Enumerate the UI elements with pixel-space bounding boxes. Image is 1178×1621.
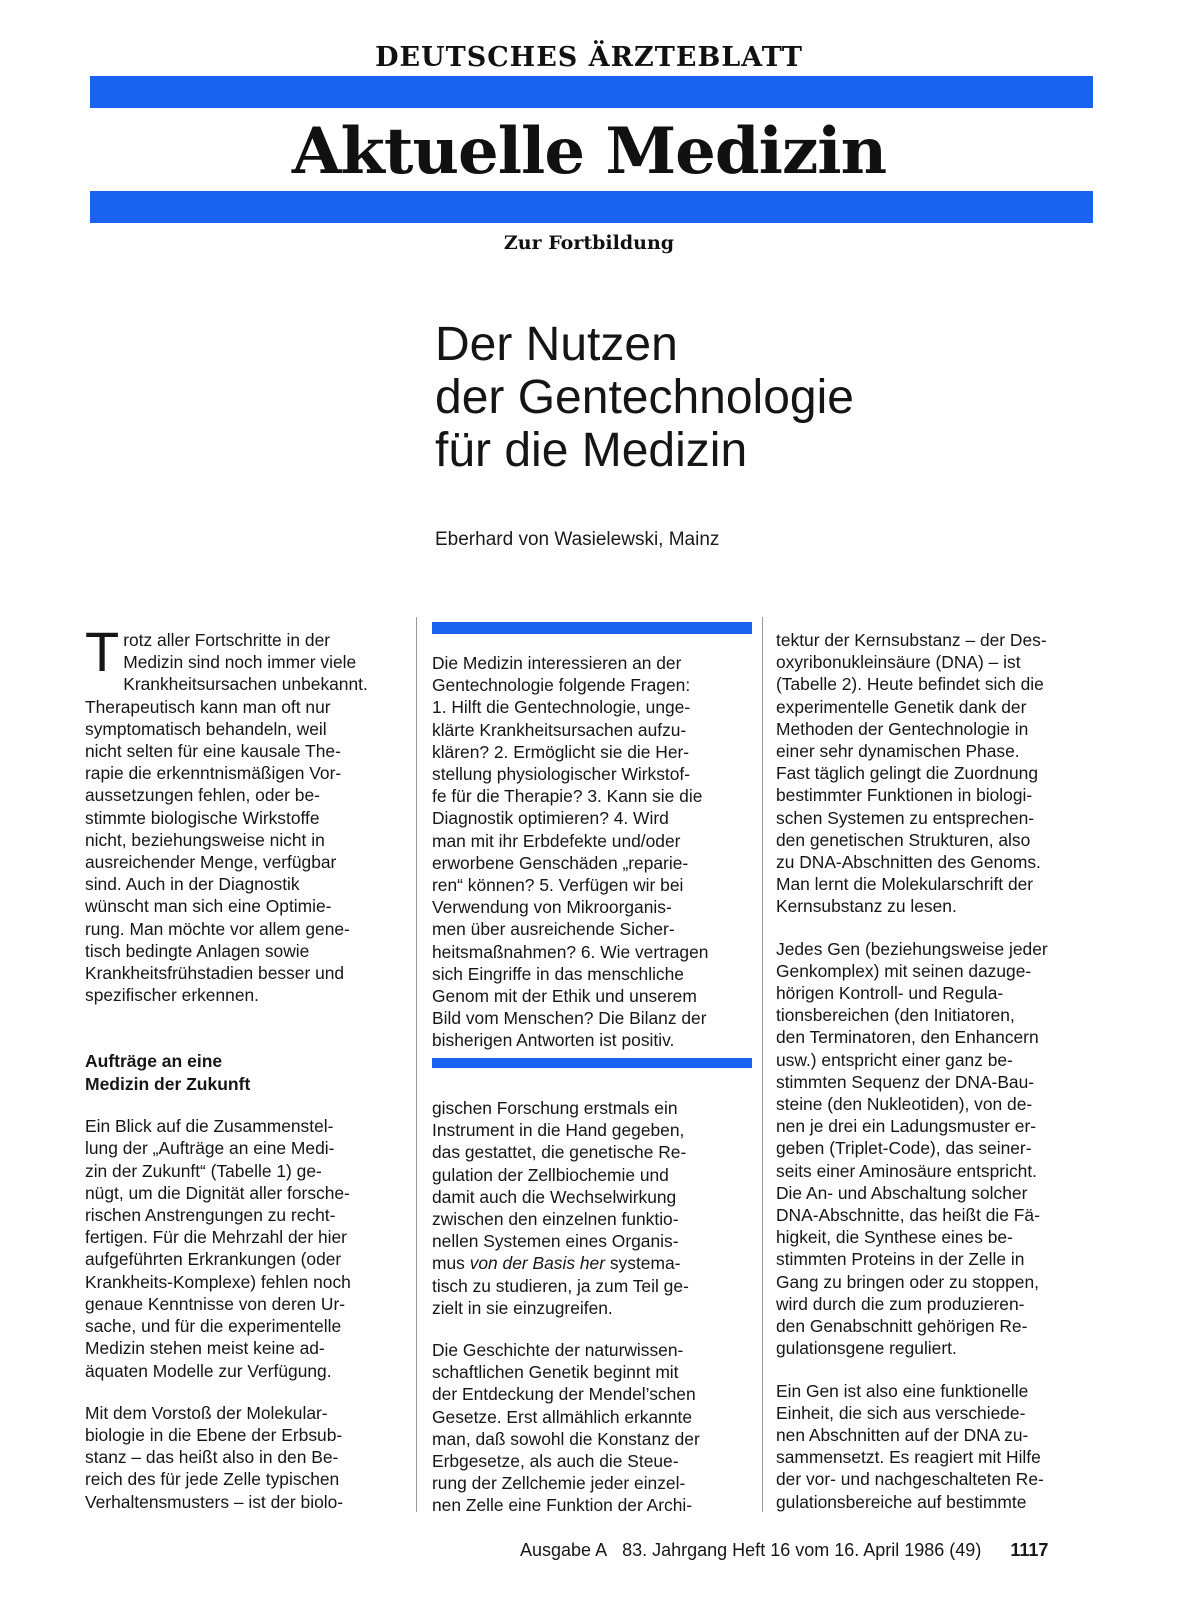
- text-line: Therapeutisch kann man oft nur: [85, 696, 331, 717]
- text-line: Jedes Gen (beziehungsweise jeder: [776, 938, 1048, 959]
- text-line: sammensetzt. Es reagiert mit Hilfe: [776, 1447, 1041, 1468]
- text-line: sache, und für die experimentelle: [85, 1316, 342, 1337]
- text-line: das gestattet, die genetische Re-: [432, 1142, 687, 1163]
- text-line: zwischen den einzelnen funktio-: [432, 1209, 679, 1230]
- text-line: nen je drei ein Ladungsmuster er-: [776, 1116, 1037, 1137]
- text-line: Instrument in die Hand gegeben,: [432, 1120, 685, 1141]
- text-line: usw.) entspricht einer ganz be-: [776, 1049, 1013, 1070]
- text-line: nicht selten für eine kausale The-: [85, 741, 341, 762]
- text-line: Einheit, die sich aus verschiede-: [776, 1402, 1026, 1423]
- text-line: Verhaltensmusters – ist der biolo-: [85, 1491, 344, 1512]
- headline-line: Der Nutzen: [435, 318, 678, 371]
- text-line: stimmten Proteins in der Zelle in: [776, 1249, 1025, 1270]
- text-line: Verwendung von Mikroorganis-: [432, 897, 672, 918]
- text-line: damit auch die Wechselwirkung: [432, 1186, 677, 1207]
- text-line: nügt, um die Dignität aller forsche-: [85, 1182, 350, 1203]
- text-line: tisch zu studieren, ja zum Teil ge-: [432, 1275, 689, 1296]
- text-line: Krankheitsursachen unbekannt.: [123, 674, 368, 695]
- text-line: stimmte biologische Wirkstoffe: [85, 807, 320, 828]
- column-1: [85, 620, 403, 1513]
- text-line: Diagnostik optimieren? 4. Wird: [432, 808, 669, 829]
- text-line: klärte Krankheitsursachen aufzu-: [432, 719, 687, 740]
- text-line: symptomatisch behandeln, weil: [85, 718, 327, 739]
- page-number: 1117: [1010, 1540, 1049, 1560]
- text-line: nicht, beziehungsweise nicht in: [85, 829, 325, 850]
- text-line: biologie in die Ebene der Erbsub-: [85, 1424, 343, 1445]
- text-line: Ein Blick auf die Zusammenstel-: [85, 1116, 334, 1137]
- text-line: Gang zu bringen oder zu stoppen,: [776, 1271, 1039, 1292]
- text-line: aussetzungen fehlen, oder be-: [85, 785, 320, 806]
- paragraph: [776, 938, 1097, 1360]
- column-3: [776, 629, 1097, 1513]
- text-line: spezifischer erkennen.: [85, 985, 259, 1006]
- paragraph: [85, 1402, 403, 1513]
- text-line: Mit dem Vorstoß der Molekular-: [85, 1402, 328, 1423]
- text-line: lung der „Aufträge an eine Medi-: [85, 1138, 335, 1159]
- text-line: stanz – das heißt also in den Be-: [85, 1447, 339, 1468]
- text-line: klären? 2. Ermöglicht sie die Her-: [432, 741, 690, 762]
- text-line: der Entdeckung der Mendel’schen: [432, 1384, 696, 1405]
- text-line: schen Systemen zu entsprechen-: [776, 807, 1035, 828]
- text-line: bestimmter Funktionen in biologi-: [776, 785, 1033, 806]
- text-line: tionsbereichen (den Initiatoren,: [776, 1005, 1015, 1026]
- text-line: genaue Kenntnisse von deren Ur-: [85, 1293, 346, 1314]
- text-line: gulationsgene reguliert.: [776, 1338, 957, 1359]
- text-line: hörigen Kontroll- und Regula-: [776, 983, 1004, 1004]
- text-line: erworbene Genschäden „reparie-: [432, 852, 689, 873]
- text-line: Kernsubstanz zu lesen.: [776, 896, 957, 917]
- text-line: higkeit, die Synthese eines be-: [776, 1227, 1013, 1248]
- text-line: men über ausreichende Sicher-: [432, 919, 675, 940]
- text-line: DNA-Abschnitte, das heißt die Fä-: [776, 1205, 1040, 1226]
- text-line: rischen Anstrengungen zu recht-: [85, 1205, 336, 1226]
- kicker: Zur Fortbildung: [503, 232, 675, 254]
- headline-line: für die Medizin: [435, 424, 748, 477]
- text-line: Gesetze. Erst allmählich erkannte: [432, 1406, 693, 1427]
- text-line: seits einer Aminosäure entspricht.: [776, 1160, 1037, 1181]
- text-line: stellung physiologischer Wirkstof-: [432, 764, 691, 785]
- text-line: den genetischen Strukturen, also: [776, 829, 1031, 850]
- paragraph: [85, 1115, 403, 1381]
- text-line: Medizin sind noch immer viele: [123, 652, 357, 673]
- text-line: Fast täglich gelingt die Zuordnung: [776, 763, 1038, 784]
- text-line: nellen Systemen eines Organis-: [432, 1231, 679, 1252]
- column-divider: [416, 617, 417, 1512]
- subheading-line: Medizin der Zukunft: [85, 1073, 251, 1094]
- text-fragment: mus: [432, 1253, 470, 1274]
- intro-paragraph: [85, 620, 403, 1006]
- text-line: wünscht man sich eine Optimie-: [85, 896, 332, 917]
- text-line: tisch bedingte Anlagen sowie: [85, 940, 310, 961]
- text-line: tektur der Kernsubstanz – der Des-: [776, 630, 1047, 650]
- box-text: [432, 652, 751, 1052]
- headline-line: der Gentechnologie: [435, 371, 854, 424]
- text-line: man, daß sowohl die Konstanz der: [432, 1428, 700, 1449]
- text-line: zin der Zukunft“ (Tabelle 1) ge-: [85, 1160, 322, 1181]
- column-2: [432, 1097, 751, 1517]
- text-line: Bild vom Menschen? Die Bilanz der: [432, 1008, 707, 1029]
- author-byline: Eberhard von Wasielewski, Mainz: [435, 529, 720, 550]
- text-line: sich Eingriffe in das menschliche: [432, 963, 684, 984]
- text-line: einer sehr dynamischen Phase.: [776, 741, 1020, 762]
- text-line: man mit ihr Erbdefekte und/oder: [432, 830, 681, 851]
- text-line: geben (Triplet-Code), das seiner-: [776, 1138, 1032, 1159]
- text-line: rung der Zellchemie jeder einzel-: [432, 1473, 686, 1494]
- text-line: zielt in sie einzugreifen.: [432, 1297, 613, 1318]
- text-line: Die Geschichte der naturwissen-: [432, 1340, 684, 1361]
- text-line: Methoden der Gentechnologie in: [776, 718, 1029, 739]
- text-line: bisherigen Antworten ist positiv.: [432, 1030, 675, 1051]
- text-line: Die Medizin interessieren an der: [432, 653, 682, 673]
- header-bar-bottom: [90, 191, 1093, 223]
- paragraph: [432, 1097, 751, 1252]
- text-line: ausreichender Menge, verfügbar: [85, 852, 337, 873]
- text-line: den Genabschnitt gehörigen Re-: [776, 1316, 1028, 1337]
- header-bar-top: [90, 76, 1093, 108]
- text-line: zu DNA-Abschnitten des Genoms.: [776, 852, 1041, 873]
- text-line: der vor- und nachgeschalteten Re-: [776, 1469, 1044, 1490]
- column-divider: [762, 617, 763, 1512]
- headline: [435, 318, 1075, 477]
- edition: Ausgabe A: [520, 1540, 608, 1560]
- text-line: äquaten Modelle zur Verfügung.: [85, 1360, 332, 1381]
- footer: [520, 1540, 1058, 1561]
- text-line: gulation der Zellbiochemie und: [432, 1164, 669, 1185]
- text-line: 1. Hilft die Gentechnologie, unge-: [432, 697, 691, 718]
- text-line: Gentechnologie folgende Fragen:: [432, 675, 691, 696]
- text-line: heitsmaßnahmen? 6. Wie vertragen: [432, 941, 709, 962]
- text-line: Medizin stehen meist keine ad-: [85, 1338, 325, 1359]
- italic-phrase: von der Basis her: [469, 1253, 606, 1274]
- text-line: sind. Auch in der Diagnostik: [85, 874, 300, 895]
- section-title: Aktuelle Medizin: [291, 114, 887, 189]
- text-line: nen Zelle eine Funktion der Archi-: [432, 1495, 693, 1516]
- paragraph: [776, 1380, 1097, 1513]
- drop-cap: T: [85, 620, 120, 683]
- text-line: gischen Forschung erstmals ein: [432, 1098, 678, 1118]
- text-line: Man lernt die Molekularschrift der: [776, 874, 1034, 895]
- paragraph: [432, 1339, 751, 1517]
- text-line: Genkomplex) mit seinen dazuge-: [776, 960, 1032, 981]
- text-line: [432, 1252, 751, 1274]
- text-line: rapie die erkenntnismäßigen Vor-: [85, 763, 342, 784]
- text-line: Krankheits-Komplexe) fehlen noch: [85, 1271, 351, 1292]
- text-line: oxyribonukleinsäure (DNA) – ist: [776, 652, 1021, 673]
- paragraph: [432, 1275, 751, 1319]
- text-line: steine (den Nukleotiden), von de-: [776, 1094, 1033, 1115]
- questions-box: [432, 652, 751, 1052]
- text-line: schaftlichen Genetik beginnt mit: [432, 1362, 679, 1383]
- text-fragment: systema-: [605, 1253, 681, 1274]
- subheading-line: Aufträge an eine: [85, 1051, 223, 1072]
- text-line: reich des für jede Zelle typischen: [85, 1469, 340, 1490]
- text-line: Krankheitsfrühstadien besser und: [85, 963, 345, 984]
- text-line: fe für die Therapie? 3. Kann sie die: [432, 786, 703, 807]
- subheading: [85, 1050, 403, 1095]
- text-line: ren“ können? 5. Verfügen wir bei: [432, 875, 684, 896]
- text-line: experimentelle Genetik dank der: [776, 696, 1027, 717]
- text-line: den Terminatoren, den Enhancern: [776, 1027, 1039, 1048]
- text-line: rung. Man möchte vor allem gene-: [85, 918, 350, 939]
- text-line: stimmten Sequenz der DNA-Bau-: [776, 1071, 1035, 1092]
- text-line: wird durch die zum produzieren-: [776, 1293, 1025, 1314]
- box-bar-bottom: [432, 1058, 752, 1068]
- paragraph: [776, 629, 1097, 918]
- text-line: Genom mit der Ethik und unserem: [432, 986, 697, 1007]
- masthead: DEUTSCHES ÄRZTEBLATT: [375, 42, 803, 73]
- text-line: gulationsbereiche auf bestimmte: [776, 1491, 1027, 1512]
- text-line: rotz aller Fortschritte in der: [123, 630, 331, 650]
- text-line: nen Abschnitten auf der DNA zu-: [776, 1424, 1029, 1445]
- issue-info: 83. Jahrgang Heft 16 vom 16. April 1986 (49): [622, 1540, 982, 1560]
- box-bar-top: [432, 622, 752, 634]
- text-line: Erbgesetze, als auch die Steue-: [432, 1451, 679, 1472]
- text-line: Ein Gen ist also eine funktionelle: [776, 1380, 1029, 1401]
- text-line: (Tabelle 2). Heute befindet sich die: [776, 674, 1044, 695]
- text-line: aufgeführten Erkrankungen (oder: [85, 1249, 342, 1270]
- text-line: fertigen. Für die Mehrzahl der hier: [85, 1227, 347, 1248]
- text-line: Die An- und Abschaltung solcher: [776, 1182, 1028, 1203]
